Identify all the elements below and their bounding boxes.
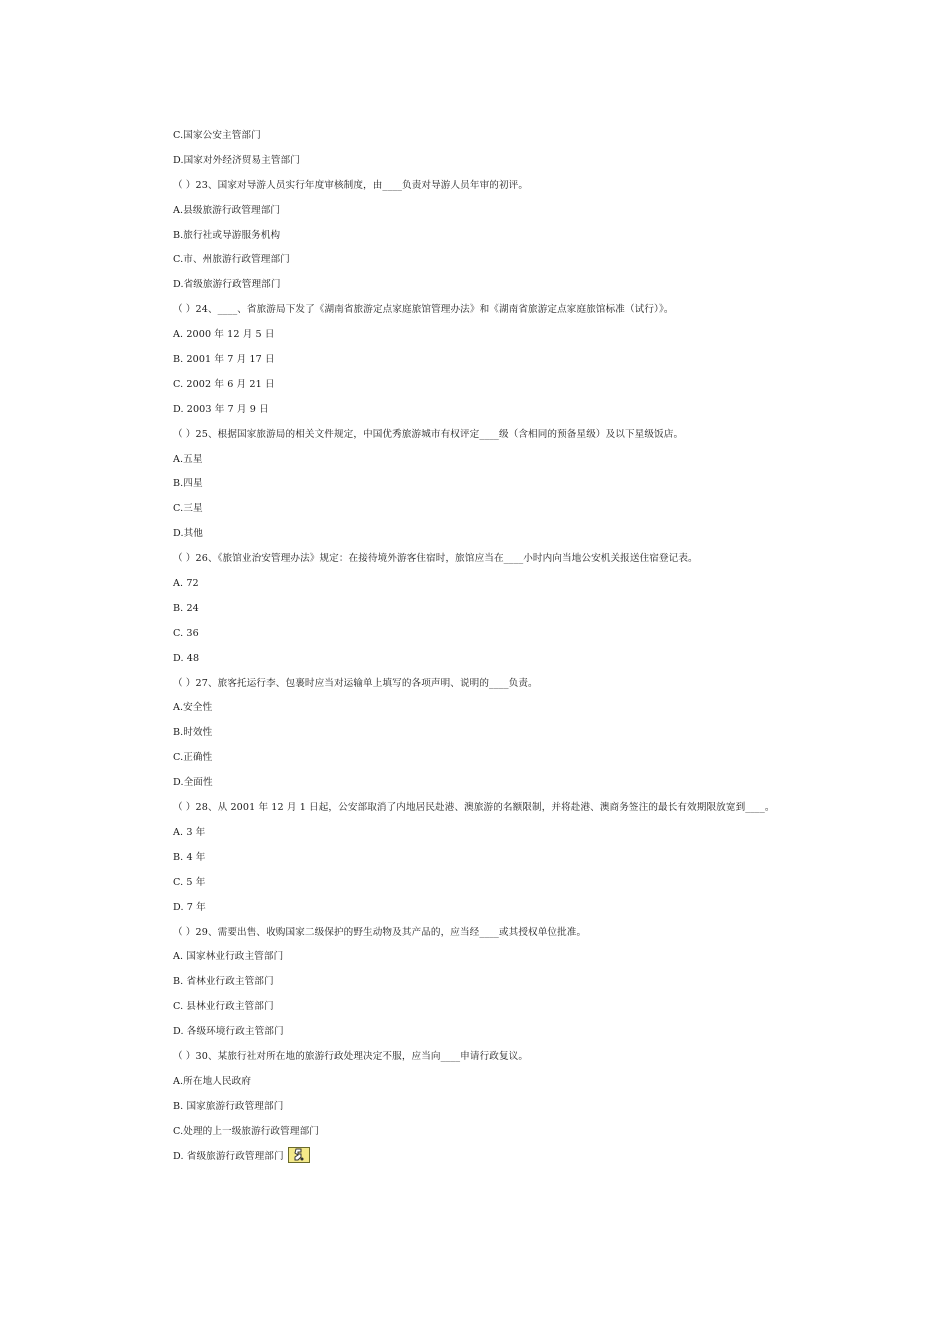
option-line: B. 24: [173, 602, 199, 614]
question-28: （ ）28、从 2001 年 12 月 1 日起，公安部取消了内地居民赴港、澳旅游的名额限制，并将赴港、澳商务签注的最长有效期限放宽到____。: [173, 802, 775, 814]
option-line: C.市、州旅游行政管理部门: [173, 254, 290, 266]
last-option-line: [173, 1147, 873, 1172]
option-line: C. 2002 年 6 月 21 日: [173, 378, 275, 390]
option-line: D. 48: [173, 652, 200, 664]
option-line: B. 国家旅游行政管理部门: [173, 1100, 284, 1112]
option-line: D. 7 年: [173, 901, 206, 913]
option-line: C. 36: [173, 627, 199, 639]
question-23: （ ）23、国家对导游人员实行年度审核制度，由____负责对导游人员年审的初评。: [173, 179, 529, 191]
option-line: D.省级旅游行政管理部门: [173, 279, 281, 291]
option-line: A. 2000 年 12 月 5 日: [173, 329, 275, 341]
option-line: A.安全性: [173, 702, 213, 714]
option-line: A.县级旅游行政管理部门: [173, 204, 281, 216]
option-line: A. 3 年: [173, 826, 206, 838]
question-30: （ ）30、某旅行社对所在地的旅游行政处理决定不服，应当向____申请行政复议。: [173, 1050, 529, 1062]
option-line: C. 5 年: [173, 876, 206, 888]
option-line: D.其他: [173, 528, 203, 540]
option-line: A.五星: [173, 453, 203, 465]
option-line: B.旅行社或导游服务机构: [173, 229, 281, 241]
option-line: B. 2001 年 7 月 17 日: [173, 354, 275, 366]
option-line: C.正确性: [173, 752, 213, 764]
question-26: （ ）26、《旅馆业治安管理办法》规定：在接待境外游客住宿时，旅馆应当在____小时内向当地公安机关报送住宿登记表。: [173, 553, 698, 565]
question-25: （ ）25、根据国家旅游局的相关文件规定，中国优秀旅游城市有权评定____级（含相同的预备星级）及以下星级饭店。: [173, 428, 684, 440]
option-line: A.所在地人民政府: [173, 1075, 252, 1087]
option-line: B.时效性: [173, 727, 213, 739]
embedded-object-icon[interactable]: [288, 1147, 310, 1163]
question-27: （ ）27、旅客托运行李、包裹时应当对运输单上填写的各项声明、说明的____负责。: [173, 677, 538, 689]
option-line: B.四星: [173, 478, 203, 490]
option-line: A. 72: [173, 578, 199, 590]
option-text: D. 省级旅游行政管理部门: [173, 1150, 284, 1162]
option-line: C. 县林业行政主管部门: [173, 1001, 274, 1013]
option-line: D. 2003 年 7 月 9 日: [173, 403, 269, 415]
option-line: D. 各级环境行政主管部门: [173, 1026, 284, 1038]
option-line: C.三星: [173, 503, 203, 515]
question-list: [173, 126, 873, 1171]
option-line: D.国家对外经济贸易主管部门: [173, 154, 300, 166]
question-29: （ ）29、需要出售、收购国家二级保护的野生动物及其产品的，应当经____或其授权单位批准。: [173, 926, 587, 938]
option-line: A. 国家林业行政主管部门: [173, 951, 284, 963]
option-line: C.处理的上一级旅游行政管理部门: [173, 1125, 319, 1137]
option-line: C.国家公安主管部门: [173, 130, 261, 141]
option-line: D.全面性: [173, 777, 213, 789]
option-line: B. 省林业行政主管部门: [173, 976, 274, 988]
option-line: B. 4 年: [173, 851, 206, 863]
question-24: （ ）24、____、省旅游局下发了《湖南省旅游定点家庭旅馆管理办法》和《湖南省旅游定点家庭旅馆标准（试行）》。: [173, 304, 674, 316]
